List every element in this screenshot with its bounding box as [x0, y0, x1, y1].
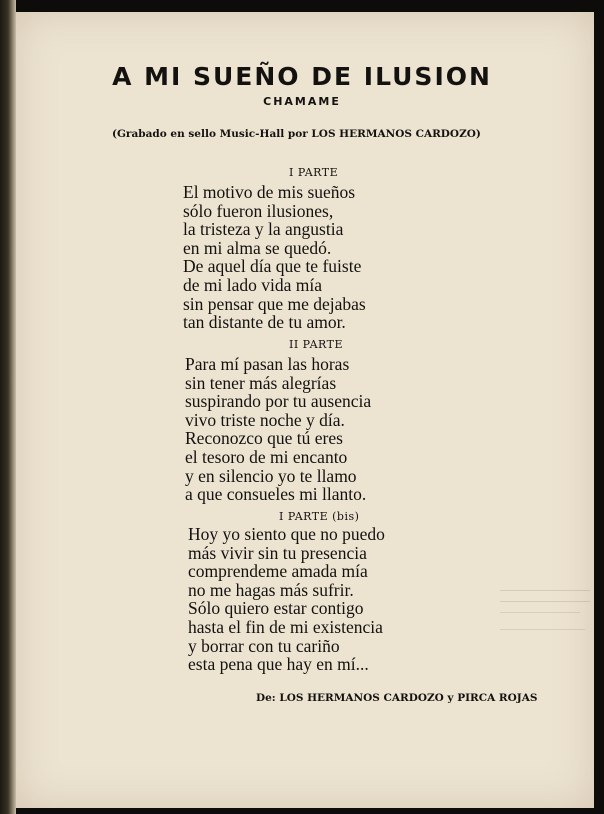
binding-shadow — [0, 0, 16, 814]
verse-line: en mi alma se quedó. — [183, 237, 332, 258]
verse-line: a que consueles mi llanto. — [185, 484, 367, 505]
section-label-2: II PARTE — [289, 338, 343, 351]
verse-line: suspirando por tu ausencia — [185, 391, 372, 412]
verse-1 — [183, 183, 366, 332]
verse-2 — [185, 355, 371, 504]
verse-3 — [188, 525, 385, 674]
verse-line: Sólo quiero estar contigo — [188, 598, 364, 619]
verse-line: sólo fueron ilusiones, — [183, 200, 334, 221]
song-genre: CHAMAME — [263, 95, 341, 108]
section-label-3: I PARTE (bis) — [279, 510, 360, 523]
show-through-bleed — [500, 590, 590, 638]
verse-line: comprendeme amada mía — [188, 561, 368, 582]
verse-line: sin pensar que me dejabas — [183, 293, 366, 314]
verse-line: hasta el fin de mi existencia — [188, 616, 383, 637]
verse-line: De aquel día que te fuiste — [183, 256, 362, 277]
page-edge — [594, 0, 604, 814]
song-title: A MI SUEÑO DE ILUSION — [112, 62, 492, 91]
verse-line: más vivir sin tu presencia — [188, 542, 367, 563]
verse-line: no me hagas más sufrir. — [188, 579, 354, 600]
verse-line: Reconozco que tú eres — [185, 428, 343, 449]
verse-line: Para mí pasan las horas — [185, 354, 350, 374]
verse-line: El motivo de mis sueños — [183, 182, 356, 202]
verse-line: tan distante de tu amor. — [183, 312, 346, 333]
verse-line: vivo triste noche y día. — [185, 409, 345, 430]
recording-note: (Grabado en sello Music-Hall por LOS HERMANOS CARDOZO) — [112, 128, 481, 140]
section-label-1: I PARTE — [289, 166, 339, 179]
verse-line: y borrar con tu cariño — [188, 635, 340, 656]
verse-line: de mi lado vida mía — [183, 274, 322, 295]
verse-line: esta pena que hay en mí... — [188, 654, 369, 675]
verse-line: la tristeza y la angustia — [183, 219, 344, 240]
credit-line: De: LOS HERMANOS CARDOZO y PIRCA ROJAS — [256, 692, 538, 704]
verse-line: sin tener más alegrías — [185, 372, 337, 393]
verse-line: y en silencio yo te llamo — [185, 465, 357, 486]
verse-line: Hoy yo siento que no puedo — [188, 524, 385, 544]
verse-line: el tesoro de mi encanto — [185, 446, 348, 467]
